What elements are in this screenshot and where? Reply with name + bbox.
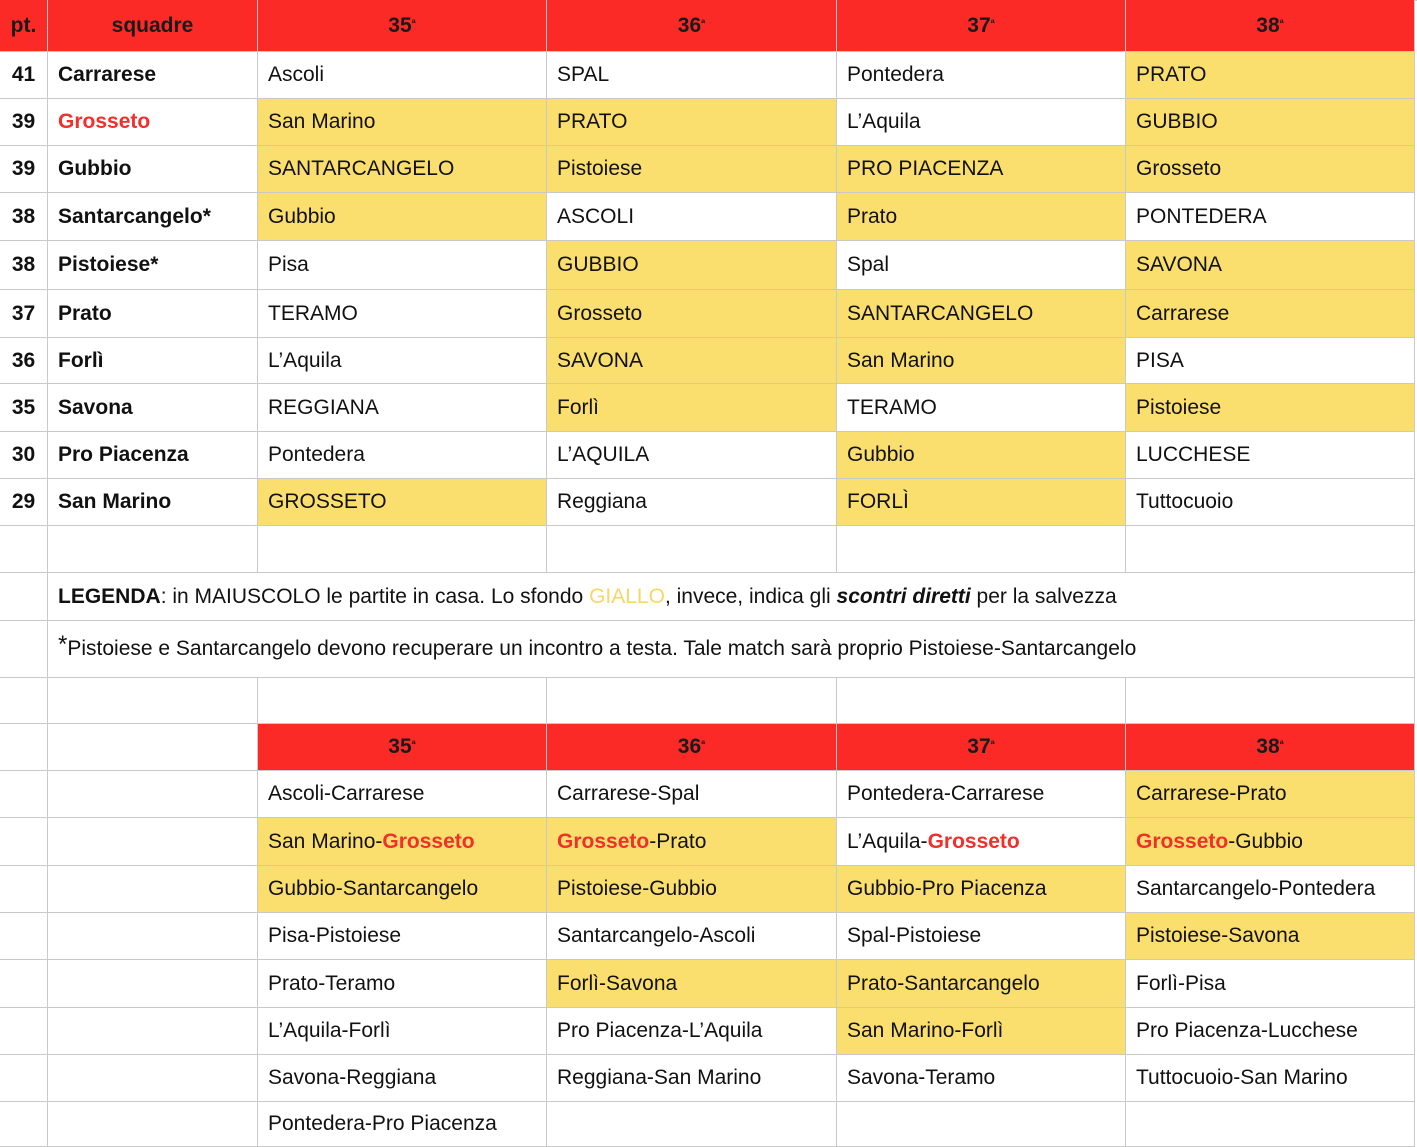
- fixture-opponent: San Marino: [847, 348, 955, 372]
- matches-header-round-36[interactable]: [547, 724, 837, 771]
- empty-cell[interactable]: [0, 526, 48, 573]
- fixture-opponent: SANTARCANGELO: [847, 301, 1034, 325]
- fixture-opponent: Grosseto: [557, 301, 643, 325]
- points-value: 38: [11, 253, 36, 276]
- fixture-cell[interactable]: [837, 99, 1126, 146]
- empty-cell[interactable]: [0, 1008, 48, 1055]
- empty-cell[interactable]: [48, 866, 258, 913]
- match-team: Carrarese-Spal: [557, 782, 700, 805]
- round-number: 35: [388, 13, 412, 37]
- fixture-opponent: SANTARCANGELO: [268, 157, 455, 180]
- empty-cell[interactable]: [0, 1055, 48, 1102]
- team-cell[interactable]: [48, 384, 258, 432]
- points-cell[interactable]: [0, 193, 48, 241]
- team-name: Prato: [58, 301, 112, 325]
- header-round-35[interactable]: [258, 0, 547, 52]
- match-team: Prato-Teramo: [268, 971, 396, 995]
- match-team: Santarcangelo-Ascoli: [557, 924, 756, 947]
- round-number: 36: [677, 735, 702, 758]
- fixture-cell[interactable]: [1126, 479, 1415, 526]
- match-cell[interactable]: [1126, 960, 1415, 1008]
- points-cell[interactable]: [0, 338, 48, 384]
- fixture-opponent: REGGIANA: [268, 395, 379, 419]
- empty-cell[interactable]: [48, 1102, 258, 1147]
- match-team: San Marino-: [268, 829, 383, 853]
- match-cell[interactable]: [1126, 771, 1415, 818]
- round-ordinal: ª: [1279, 739, 1284, 751]
- empty-cell[interactable]: [837, 678, 1126, 724]
- fixture-cell[interactable]: [837, 338, 1126, 384]
- match-cell[interactable]: [258, 1055, 547, 1102]
- team-name: Pro Piacenza: [58, 443, 189, 466]
- fixture-opponent: GUBBIO: [1136, 110, 1218, 133]
- fixture-opponent: Gubbio: [847, 443, 915, 466]
- round-ordinal: ª: [701, 739, 706, 751]
- match-cell[interactable]: [837, 1055, 1126, 1102]
- match-cell[interactable]: [258, 913, 547, 960]
- empty-cell[interactable]: [0, 913, 48, 960]
- points-value: 30: [11, 443, 36, 466]
- fixture-opponent: L’Aquila: [847, 110, 921, 133]
- points-cell[interactable]: [0, 384, 48, 432]
- fixture-opponent: GROSSETO: [268, 490, 387, 513]
- match-team: Savona-Reggiana: [268, 1066, 437, 1089]
- match-cell[interactable]: [1126, 1008, 1415, 1055]
- points-value: 36: [11, 348, 36, 372]
- empty-cell[interactable]: [0, 678, 48, 724]
- match-team-highlight: Grosseto: [557, 829, 650, 853]
- team-name: San Marino: [58, 490, 172, 513]
- legend-giallo: GIALLO: [589, 584, 665, 608]
- fixture-cell[interactable]: [547, 290, 837, 338]
- match-cell[interactable]: [837, 818, 1126, 866]
- match-team: Reggiana-San Marino: [557, 1066, 762, 1089]
- fixture-opponent: GUBBIO: [557, 253, 639, 276]
- matches-header-round-38[interactable]: [1126, 724, 1415, 771]
- fixture-opponent: Gubbio: [268, 204, 336, 228]
- fixture-cell[interactable]: [837, 384, 1126, 432]
- match-team: Spal-Pistoiese: [847, 924, 982, 947]
- fixture-opponent: Spal: [847, 253, 890, 276]
- team-cell[interactable]: [48, 479, 258, 526]
- team-name: Carrarese: [58, 63, 157, 86]
- match-cell[interactable]: [258, 1008, 547, 1055]
- fixture-cell[interactable]: [547, 193, 837, 241]
- header-pt[interactable]: [0, 0, 48, 52]
- round-ordinal: ª: [411, 17, 416, 30]
- fixture-opponent: PRATO: [1136, 63, 1207, 86]
- fixture-cell[interactable]: [547, 146, 837, 193]
- match-cell[interactable]: [547, 771, 837, 818]
- match-cell[interactable]: [258, 771, 547, 818]
- round-number: 37: [967, 13, 991, 37]
- fixture-opponent: Pontedera: [268, 443, 365, 466]
- fixture-cell[interactable]: [837, 432, 1126, 479]
- fixture-cell[interactable]: [258, 146, 547, 193]
- fixture-cell[interactable]: [258, 241, 547, 290]
- match-team: Pro Piacenza-L’Aquila: [557, 1019, 763, 1042]
- fixture-opponent: ASCOLI: [557, 204, 635, 228]
- fixture-opponent: TERAMO: [847, 395, 937, 419]
- match-cell[interactable]: [837, 1102, 1126, 1147]
- fixture-cell[interactable]: [547, 432, 837, 479]
- round-number: 37: [967, 735, 991, 758]
- match-team: L’Aquila-Forlì: [268, 1019, 391, 1042]
- match-team: Carrarese-Prato: [1136, 782, 1287, 805]
- fixture-cell[interactable]: [258, 290, 547, 338]
- header-pt-label: pt.: [10, 13, 37, 37]
- matches-header-round-35[interactable]: [258, 724, 547, 771]
- team-cell[interactable]: [48, 52, 258, 99]
- match-team: Pistoiese-Savona: [1136, 924, 1300, 947]
- fixture-cell[interactable]: [837, 193, 1126, 241]
- fixture-cell[interactable]: [1126, 52, 1415, 99]
- match-cell[interactable]: [1126, 1102, 1415, 1147]
- note-cell[interactable]: [48, 621, 1415, 678]
- match-team: -Prato: [649, 829, 707, 853]
- header-squadre[interactable]: [48, 0, 258, 52]
- round-number: 38: [1256, 735, 1280, 758]
- team-name: Pistoiese*: [58, 253, 159, 276]
- fixture-opponent: L’Aquila: [268, 348, 342, 372]
- fixture-cell[interactable]: [547, 241, 837, 290]
- points-value: 35: [11, 395, 36, 419]
- empty-cell[interactable]: [48, 913, 258, 960]
- points-cell[interactable]: [0, 479, 48, 526]
- empty-cell[interactable]: [258, 526, 547, 573]
- points-cell[interactable]: [0, 52, 48, 99]
- header-squadre-label: squadre: [111, 13, 194, 37]
- fixture-opponent: Reggiana: [557, 490, 647, 513]
- fixture-opponent: LUCCHESE: [1136, 443, 1251, 466]
- match-cell[interactable]: [1126, 818, 1415, 866]
- match-cell[interactable]: [1126, 913, 1415, 960]
- fixture-cell[interactable]: [547, 52, 837, 99]
- points-value: 39: [11, 157, 36, 180]
- round-ordinal: ª: [411, 739, 416, 751]
- match-team: Ascoli-Carrarese: [268, 782, 425, 805]
- fixture-cell[interactable]: [547, 384, 837, 432]
- match-team: Savona-Teramo: [847, 1066, 996, 1089]
- empty-cell[interactable]: [0, 1102, 48, 1147]
- match-cell[interactable]: [547, 960, 837, 1008]
- match-cell[interactable]: [258, 866, 547, 913]
- fixture-cell[interactable]: [547, 479, 837, 526]
- empty-cell[interactable]: [0, 960, 48, 1008]
- fixture-cell[interactable]: [1126, 384, 1415, 432]
- fixture-cell[interactable]: [1126, 99, 1415, 146]
- match-cell[interactable]: [547, 818, 837, 866]
- legend-text: per la salvezza: [970, 584, 1117, 608]
- match-cell[interactable]: [837, 771, 1126, 818]
- fixture-cell[interactable]: [837, 479, 1126, 526]
- match-team: Gubbio-Pro Piacenza: [847, 877, 1047, 900]
- match-team-highlight: Grosseto: [1136, 829, 1229, 853]
- fixture-opponent: PONTEDERA: [1136, 204, 1267, 228]
- match-team: Pontedera-Pro Piacenza: [268, 1112, 497, 1135]
- points-value: 37: [11, 301, 36, 325]
- empty-cell[interactable]: [0, 724, 48, 771]
- empty-cell[interactable]: [48, 960, 258, 1008]
- empty-cell[interactable]: [48, 526, 258, 573]
- fixture-opponent: FORLÌ: [847, 490, 909, 513]
- round-ordinal: ª: [990, 17, 995, 30]
- matches-header-round-37[interactable]: [837, 724, 1126, 771]
- match-cell[interactable]: [547, 1102, 837, 1147]
- fixture-opponent: SPAL: [557, 63, 610, 86]
- empty-cell[interactable]: [48, 678, 258, 724]
- empty-cell[interactable]: [0, 621, 48, 678]
- empty-cell[interactable]: [547, 678, 837, 724]
- match-cell[interactable]: [837, 866, 1126, 913]
- match-team: Forlì-Savona: [557, 971, 678, 995]
- empty-cell[interactable]: [0, 866, 48, 913]
- fixture-cell[interactable]: [258, 384, 547, 432]
- match-cell[interactable]: [547, 1055, 837, 1102]
- empty-cell[interactable]: [48, 771, 258, 818]
- match-team: Prato-Santarcangelo: [847, 971, 1040, 995]
- header-round-38[interactable]: [1126, 0, 1415, 52]
- team-cell[interactable]: [48, 290, 258, 338]
- team-cell[interactable]: [48, 338, 258, 384]
- empty-cell[interactable]: [547, 526, 837, 573]
- fixture-cell[interactable]: [258, 99, 547, 146]
- match-cell[interactable]: [547, 1008, 837, 1055]
- match-team: Forlì-Pisa: [1136, 971, 1226, 995]
- points-value: 41: [11, 63, 36, 86]
- round-number: 36: [677, 13, 702, 37]
- fixture-opponent: Pistoiese: [1136, 395, 1222, 419]
- fixture-cell[interactable]: [837, 146, 1126, 193]
- round-ordinal: ª: [701, 17, 706, 30]
- fixture-opponent: PRATO: [557, 110, 628, 133]
- fixture-cell[interactable]: [258, 193, 547, 241]
- points-cell[interactable]: [0, 99, 48, 146]
- points-value: 39: [11, 110, 36, 133]
- header-round-37[interactable]: [837, 0, 1126, 52]
- match-team: Pisa-Pistoiese: [268, 924, 402, 947]
- points-cell[interactable]: [0, 241, 48, 290]
- fixture-cell[interactable]: [1126, 432, 1415, 479]
- team-name: Savona: [58, 395, 133, 419]
- empty-cell[interactable]: [1126, 678, 1415, 724]
- legend-text: : in MAIUSCOLO le partite in casa. Lo sfondo: [160, 584, 590, 608]
- fixture-opponent: Forlì: [557, 395, 599, 419]
- match-cell[interactable]: [837, 960, 1126, 1008]
- fixture-cell[interactable]: [837, 241, 1126, 290]
- match-cell[interactable]: [547, 913, 837, 960]
- team-cell[interactable]: [48, 241, 258, 290]
- fixture-opponent: Pontedera: [847, 63, 944, 86]
- match-cell[interactable]: [258, 1102, 547, 1147]
- fixture-cell[interactable]: [1126, 338, 1415, 384]
- fixture-cell[interactable]: [258, 52, 547, 99]
- fixture-opponent: San Marino: [268, 110, 376, 133]
- fixture-cell[interactable]: [837, 52, 1126, 99]
- fixture-opponent: Ascoli: [268, 63, 325, 86]
- round-number: 38: [1256, 13, 1280, 37]
- fixture-opponent: SAVONA: [1136, 253, 1222, 276]
- round-ordinal: ª: [990, 739, 995, 751]
- match-team: Pro Piacenza-Lucchese: [1136, 1019, 1358, 1042]
- match-team-highlight: Grosseto: [382, 829, 475, 853]
- fixture-opponent: Carrarese: [1136, 301, 1230, 325]
- fixture-cell[interactable]: [258, 479, 547, 526]
- fixture-opponent: TERAMO: [268, 301, 358, 325]
- match-team: L’Aquila-: [847, 829, 928, 853]
- match-team: San Marino-Forlì: [847, 1019, 1004, 1042]
- team-name: Forlì: [58, 348, 104, 372]
- empty-cell[interactable]: [837, 526, 1126, 573]
- team-cell[interactable]: [48, 193, 258, 241]
- team-cell[interactable]: [48, 146, 258, 193]
- match-team: Santarcangelo-Pontedera: [1136, 877, 1376, 900]
- fixture-opponent: Pistoiese: [557, 157, 643, 180]
- match-cell[interactable]: [837, 1008, 1126, 1055]
- empty-cell[interactable]: [1126, 526, 1415, 573]
- legend-cell[interactable]: [48, 573, 1415, 621]
- fixture-cell[interactable]: [258, 338, 547, 384]
- fixture-cell[interactable]: [258, 432, 547, 479]
- empty-cell[interactable]: [48, 818, 258, 866]
- fixture-opponent: PRO PIACENZA: [847, 157, 1004, 180]
- points-cell[interactable]: [0, 146, 48, 193]
- fixture-opponent: Grosseto: [1136, 157, 1222, 180]
- fixture-cell[interactable]: [1126, 146, 1415, 193]
- fixture-opponent: PISA: [1136, 348, 1184, 372]
- team-cell[interactable]: [48, 432, 258, 479]
- match-team: Pistoiese-Gubbio: [557, 877, 717, 900]
- fixture-opponent: Pisa: [268, 253, 309, 276]
- fixture-cell[interactable]: [547, 338, 837, 384]
- match-cell[interactable]: [837, 913, 1126, 960]
- match-cell[interactable]: [547, 866, 837, 913]
- match-team: Tuttocuoio-San Marino: [1136, 1066, 1348, 1089]
- fixture-cell[interactable]: [547, 99, 837, 146]
- fixture-cell[interactable]: [1126, 193, 1415, 241]
- match-cell[interactable]: [258, 818, 547, 866]
- legend-emphasis: scontri diretti: [836, 584, 971, 608]
- fixture-opponent: Prato: [847, 204, 898, 228]
- team-cell[interactable]: [48, 99, 258, 146]
- match-team: Pontedera-Carrarese: [847, 782, 1045, 805]
- match-team-highlight: Grosseto: [927, 829, 1020, 853]
- note-text: Pistoiese e Santarcangelo devono recuperare un incontro a testa. Tale match sarà proprio Pistoiese-Santarcangelo: [67, 637, 1137, 660]
- points-value: 29: [11, 490, 36, 513]
- fixture-opponent: Tuttocuoio: [1136, 490, 1234, 513]
- points-cell[interactable]: [0, 290, 48, 338]
- match-team: -Gubbio: [1228, 829, 1303, 853]
- match-cell[interactable]: [1126, 1055, 1415, 1102]
- empty-cell[interactable]: [48, 1055, 258, 1102]
- legend-text: , invece, indica gli: [664, 584, 837, 608]
- empty-cell[interactable]: [48, 724, 258, 771]
- fixture-cell[interactable]: [837, 290, 1126, 338]
- points-value: 38: [11, 204, 36, 228]
- note-star: *: [58, 631, 68, 658]
- match-team: Gubbio-Santarcangelo: [268, 877, 479, 900]
- fixture-cell[interactable]: [1126, 241, 1415, 290]
- team-name: Grosseto: [58, 110, 151, 133]
- team-name: Gubbio: [58, 157, 132, 180]
- match-cell[interactable]: [258, 960, 547, 1008]
- match-cell[interactable]: [1126, 866, 1415, 913]
- round-number: 35: [388, 735, 412, 758]
- fixture-cell[interactable]: [1126, 290, 1415, 338]
- legend-title: LEGENDA: [58, 584, 161, 608]
- team-name: Santarcangelo*: [58, 204, 211, 228]
- empty-cell[interactable]: [0, 573, 48, 621]
- points-cell[interactable]: [0, 432, 48, 479]
- empty-cell[interactable]: [0, 771, 48, 818]
- empty-cell[interactable]: [258, 678, 547, 724]
- empty-cell[interactable]: [48, 1008, 258, 1055]
- empty-cell[interactable]: [0, 818, 48, 866]
- round-ordinal: ª: [1279, 17, 1284, 30]
- fixture-opponent: L’AQUILA: [557, 443, 650, 466]
- header-round-36[interactable]: [547, 0, 837, 52]
- fixture-opponent: SAVONA: [557, 348, 643, 372]
